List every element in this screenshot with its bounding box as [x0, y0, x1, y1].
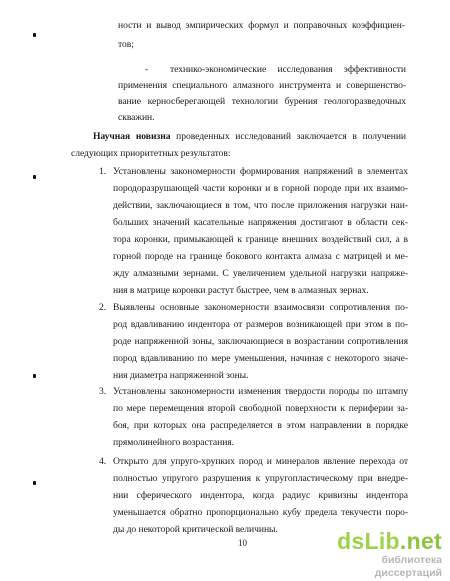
list-number: 3. [99, 386, 107, 397]
novelty-line [93, 131, 406, 143]
list-item-line: действии, заключающиеся в том, что после приложения нагрузки наи- [113, 200, 408, 211]
list-item-line: уменьшается обратно пропорционально кубу предела текучести поро- [113, 507, 408, 518]
watermark-logo: dsLib.net [337, 528, 442, 554]
dash-marker: - [145, 64, 149, 75]
body-line: вание керносберегающей технологии бурения геологоразведочных [118, 96, 406, 107]
list-item-line: Установлены закономерности изменения твердости породы по штампу [113, 386, 408, 397]
list-item-line: тора коронки, примыкающей к границе внешних воздействий сил, а в [113, 234, 408, 245]
list-item-line: породоразрушающей части коронки и в горной породе при их взаимо- [113, 183, 408, 194]
list-item-line: роде напряженной зоны, заключающиеся в возрастании сопротивления [113, 336, 408, 347]
binding-hole-mark [33, 175, 36, 179]
list-item-line: прямолинейного возрастания. [113, 437, 235, 448]
list-item-line: ды до некоторой критической величины. [113, 524, 278, 535]
list-item-line: Установлены закономерности формирования напряжений в элементах [113, 166, 408, 177]
novelty-heading: Научная новизна [93, 131, 171, 142]
body-line: ности и вывод эмпирических формул и поправочных коэффициен- [118, 20, 405, 31]
list-item-line: по мере перемещения второй свободной поверхности к периферии за- [113, 403, 408, 414]
list-item-line: ния диаметра напряженной зоны. [113, 370, 249, 381]
list-number: 4. [99, 456, 107, 467]
list-item-line: род вдавливанию индентора от размеров возникающей при этом в по- [113, 319, 408, 330]
list-item-line: боя, при которых она распределяется в этом направлении в порядке [113, 420, 408, 431]
body-line: применения специального алмазного инструмента и совершенство- [118, 80, 406, 91]
list-item-line: полностью упругого разрушения к упругопластическому при внедре- [113, 473, 408, 484]
watermark-subtitle: библиотека диссертаций [374, 554, 442, 579]
page-number: 10 [238, 538, 247, 548]
list-item-line: Выявлены основные закономерности взаимосвязи сопротивления по- [113, 302, 408, 313]
novelty-text: проведенных исследований заключается в получении [176, 131, 406, 142]
binding-hole-mark [33, 481, 36, 485]
body-line: технико-экономические исследования эффективности [170, 64, 406, 75]
body-line: скважин. [118, 112, 155, 123]
binding-hole-mark [33, 33, 36, 37]
body-line: следующих приоритетных результатов: [71, 148, 231, 159]
list-number: 1. [99, 166, 107, 177]
list-item-line: больших значений касательные напряжения достигают в области сек- [113, 217, 408, 228]
list-item-line: жду алмазными зернами. С увеличением удельной нагрузки напряже- [113, 268, 408, 279]
list-item-line: нии сферического индентора, когда радиус кривизны индентора [113, 490, 408, 501]
list-item-line: горной породе на границе бокового контакта алмаза с матрицей и ме- [113, 251, 408, 262]
binding-hole-mark [33, 374, 36, 378]
list-number: 2. [99, 302, 107, 313]
list-item-line: Открыто для упруго-хрупких пород и минералов явление перехода от [113, 456, 408, 467]
list-item-line: пород вдавливанию по мере уменьшения, начиная с некоторого значе- [113, 353, 408, 364]
watermark [316, 528, 442, 579]
list-item-line: ния в матрице коронки растут быстрее, чем в алмазных зернах. [113, 285, 369, 296]
body-line: тов; [118, 39, 134, 50]
